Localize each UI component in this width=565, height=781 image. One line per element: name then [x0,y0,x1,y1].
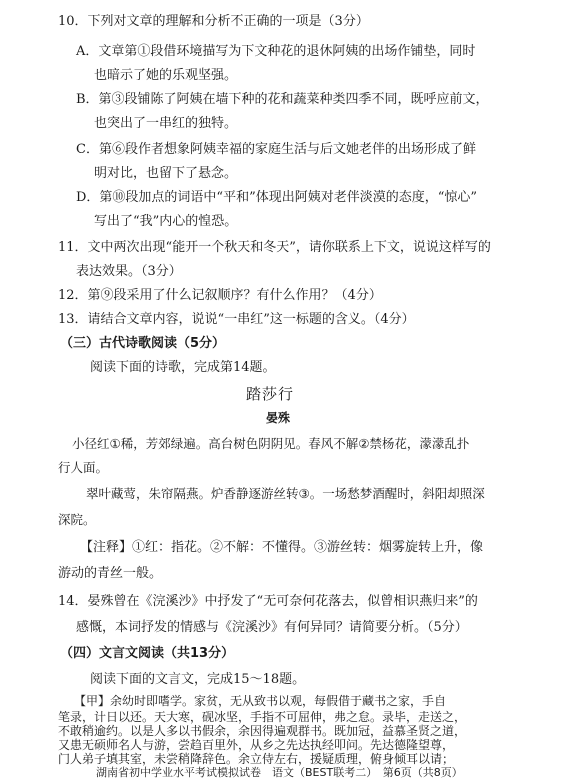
section-3-intro: 阅读下面的诗歌，完成第14题。 [90,360,276,375]
classical-text-line4: 又患无硕师名人与游，尝趋百里外，从乡之先达执经叩问。先达德隆望尊， [58,738,455,752]
q10-option-b-line2: 也突出了一串红的独特。 [94,116,238,131]
q10-stem: 10．下列对文章的理解和分析不正确的一项是（3分） [58,14,369,29]
q10-option-a-line2: 也暗示了她的乐观坚强。 [94,68,238,83]
poem-stanza2-line2: 深院。 [58,512,96,527]
section-4-heading: （四）文言文阅读（共13分） [60,646,235,661]
classical-text-line3: 不敢稍逾约。以是人多以书假余，余因得遍观群书。既加冠，益慕圣贤之道， [58,724,467,738]
q10-option-d-line1: D．第⑩段加点的词语中“平和”体现出阿姨对老伴淡漠的态度，“惊心” [76,190,478,205]
poem-notes-line2: 游动的青丝一般。 [58,566,163,581]
section-3-heading: （三）古代诗歌阅读（5分） [60,336,226,351]
q11-line2: 表达效果。（3分） [76,264,182,279]
q12: 12．第⑨段采用了什么记叙顺序？有什么作用？（4分） [58,288,382,303]
q10-option-c-line2: 明对比，也留下了悬念。 [94,166,238,181]
classical-text-line1: 【甲】余幼时即嗜学。家贫，无从致书以观，每假借于藏书之家，手自 [74,694,447,708]
q14-line2: 感慨，本词抒发的情感与《浣溪沙》有何异同？请简要分析。（5分） [76,620,468,635]
poem-stanza1-line1: 小径红①稀，芳郊绿遍。高台树色阴阴见。春风不解②禁杨花，濛濛乱扑 [72,436,470,451]
poem-stanza2-line1: 翠叶藏莺，朱帘隔燕。炉香静逐游丝转③。一场愁梦酒醒时，斜阳却照深 [86,486,485,501]
q10-option-a-line1: A．文章第①段借环境描写为下文种花的退休阿姨的出场作铺垫，同时 [76,44,476,59]
q10-option-b-line1: B．第③段铺陈了阿姨在墙下种的花和蔬菜种类四季不同，既呼应前文， [76,92,489,107]
q13: 13．请结合文章内容，说说“一串红”这一标题的含义。（4分） [58,312,415,327]
q10-option-d-line2: 写出了“我”内心的惶恐。 [94,214,238,229]
poem-notes-line1: 【注释】①红：指花。②不解：不懂得。③游丝转：烟雾旋转上升，像 [80,540,484,555]
section-4-intro: 阅读下面的文言文，完成15～18题。 [90,672,306,687]
poem-title: 踏莎行 [246,385,295,403]
page-footer: 湖南省初中学业水平考试模拟试卷 语文（BEST联考二） 第6页（共8页） [96,766,463,779]
q10-option-c-line1: C．第⑥段作者想象阿姨幸福的家庭生活与后文她老伴的出场形成了鲜 [76,142,476,157]
poem-author: 晏殊 [266,411,291,425]
q14-line1: 14．晏殊曾在《浣溪沙》中抒发了“无可奈何花落去，似曾相识燕归来”的 [58,594,478,609]
classical-text-line2: 笔录，计日以还。天大寒，砚冰坚，手指不可屈伸，弗之怠。录毕，走送之， [58,710,467,724]
poem-stanza1-line2: 行人面。 [58,460,109,475]
classical-text-line5: 门人弟子填其室，未尝稍降辞色。余立侍左右，援疑质理，俯身倾耳以请； [58,752,455,766]
q11-line1: 11．文中两次出现“能开一个秋天和冬天”，请你联系上下文，说说这样写的 [58,240,491,255]
